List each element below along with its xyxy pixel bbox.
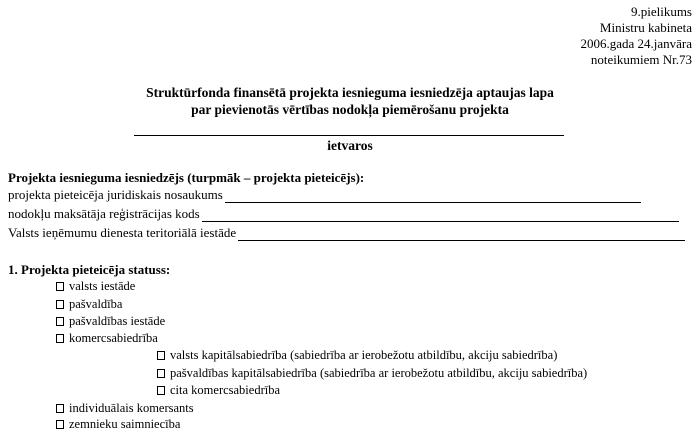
checkbox[interactable] [56, 420, 64, 429]
option-label: individuālais komersants [69, 401, 194, 415]
checkbox[interactable] [157, 351, 165, 360]
option-label: valsts iestāde [69, 279, 136, 293]
tax-code-field [8, 206, 679, 222]
legal-name-input-line[interactable] [225, 190, 641, 203]
checkbox[interactable] [56, 300, 64, 309]
option-label: pašvaldības iestāde [69, 314, 166, 328]
checkbox[interactable] [56, 317, 64, 326]
annex-reference [580, 4, 692, 68]
status-suboption-pasvaldibas-kapitalsabiedriba[interactable] [157, 365, 587, 381]
title-line: par pievienotās vērtības nodokļa piemērošanu projekta [191, 102, 509, 117]
legal-name-field [8, 187, 641, 203]
tax-office-input-line[interactable] [238, 228, 685, 241]
tax-office-field [8, 225, 685, 241]
checkbox[interactable] [56, 404, 64, 413]
checkbox[interactable] [157, 369, 165, 378]
field-label: Valsts ieņēmumu dienesta teritoriālā iestāde [8, 225, 237, 240]
field-label: projekta pieteicēja juridiskais nosaukums [8, 187, 223, 202]
annex-line: 9.pielikums [630, 4, 692, 19]
document-title [0, 84, 700, 118]
option-label: pašvaldības kapitālsabiedrība (sabiedrība ar ierobežotu atbildību, akciju sabiedrība) [170, 366, 588, 380]
applicant-heading: Projekta iesnieguma iesniedzējs (turpmāk – projekta pieteicējs): [8, 170, 365, 185]
status-option-pasvaldibas-iestade[interactable] [56, 313, 165, 329]
project-name-blank-line[interactable] [134, 135, 564, 136]
option-label: zemnieku saimniecība [69, 417, 181, 431]
checkbox[interactable] [56, 334, 64, 343]
annex-line: 2006.gada 24.janvāra [580, 36, 692, 51]
field-label: nodokļu maksātāja reģistrācijas kods [8, 206, 200, 221]
status-option-individualais-komersants[interactable] [56, 400, 194, 416]
option-label: valsts kapitālsabiedrība (sabiedrība ar ierobežotu atbildību, akciju sabiedrība) [170, 348, 558, 362]
option-label: komercsabiedrība [69, 331, 158, 345]
status-option-komercsabiedriba[interactable] [56, 330, 158, 346]
status-option-zemnieku-saimnieciba[interactable] [56, 416, 180, 432]
status-heading: 1. Projekta pieteicēja statuss: [8, 262, 171, 277]
checkbox[interactable] [157, 386, 165, 395]
ietvaros-label: ietvaros [327, 138, 373, 153]
option-label: pašvaldība [69, 297, 123, 311]
title-line: Struktūrfonda finansētā projekta iesnieguma iesniedzēja aptaujas lapa [146, 85, 554, 100]
annex-line: noteikumiem Nr.73 [590, 52, 692, 67]
option-label: cita komercsabiedrība [170, 383, 281, 397]
status-option-valsts-iestade[interactable] [56, 278, 135, 294]
checkbox[interactable] [56, 282, 64, 291]
tax-code-input-line[interactable] [202, 209, 679, 222]
annex-line: Ministru kabineta [599, 20, 692, 35]
status-suboption-valsts-kapitalsabiedriba[interactable] [157, 347, 557, 363]
status-suboption-cita-komercsabiedriba[interactable] [157, 382, 280, 398]
status-option-pasvaldiba[interactable] [56, 296, 122, 312]
